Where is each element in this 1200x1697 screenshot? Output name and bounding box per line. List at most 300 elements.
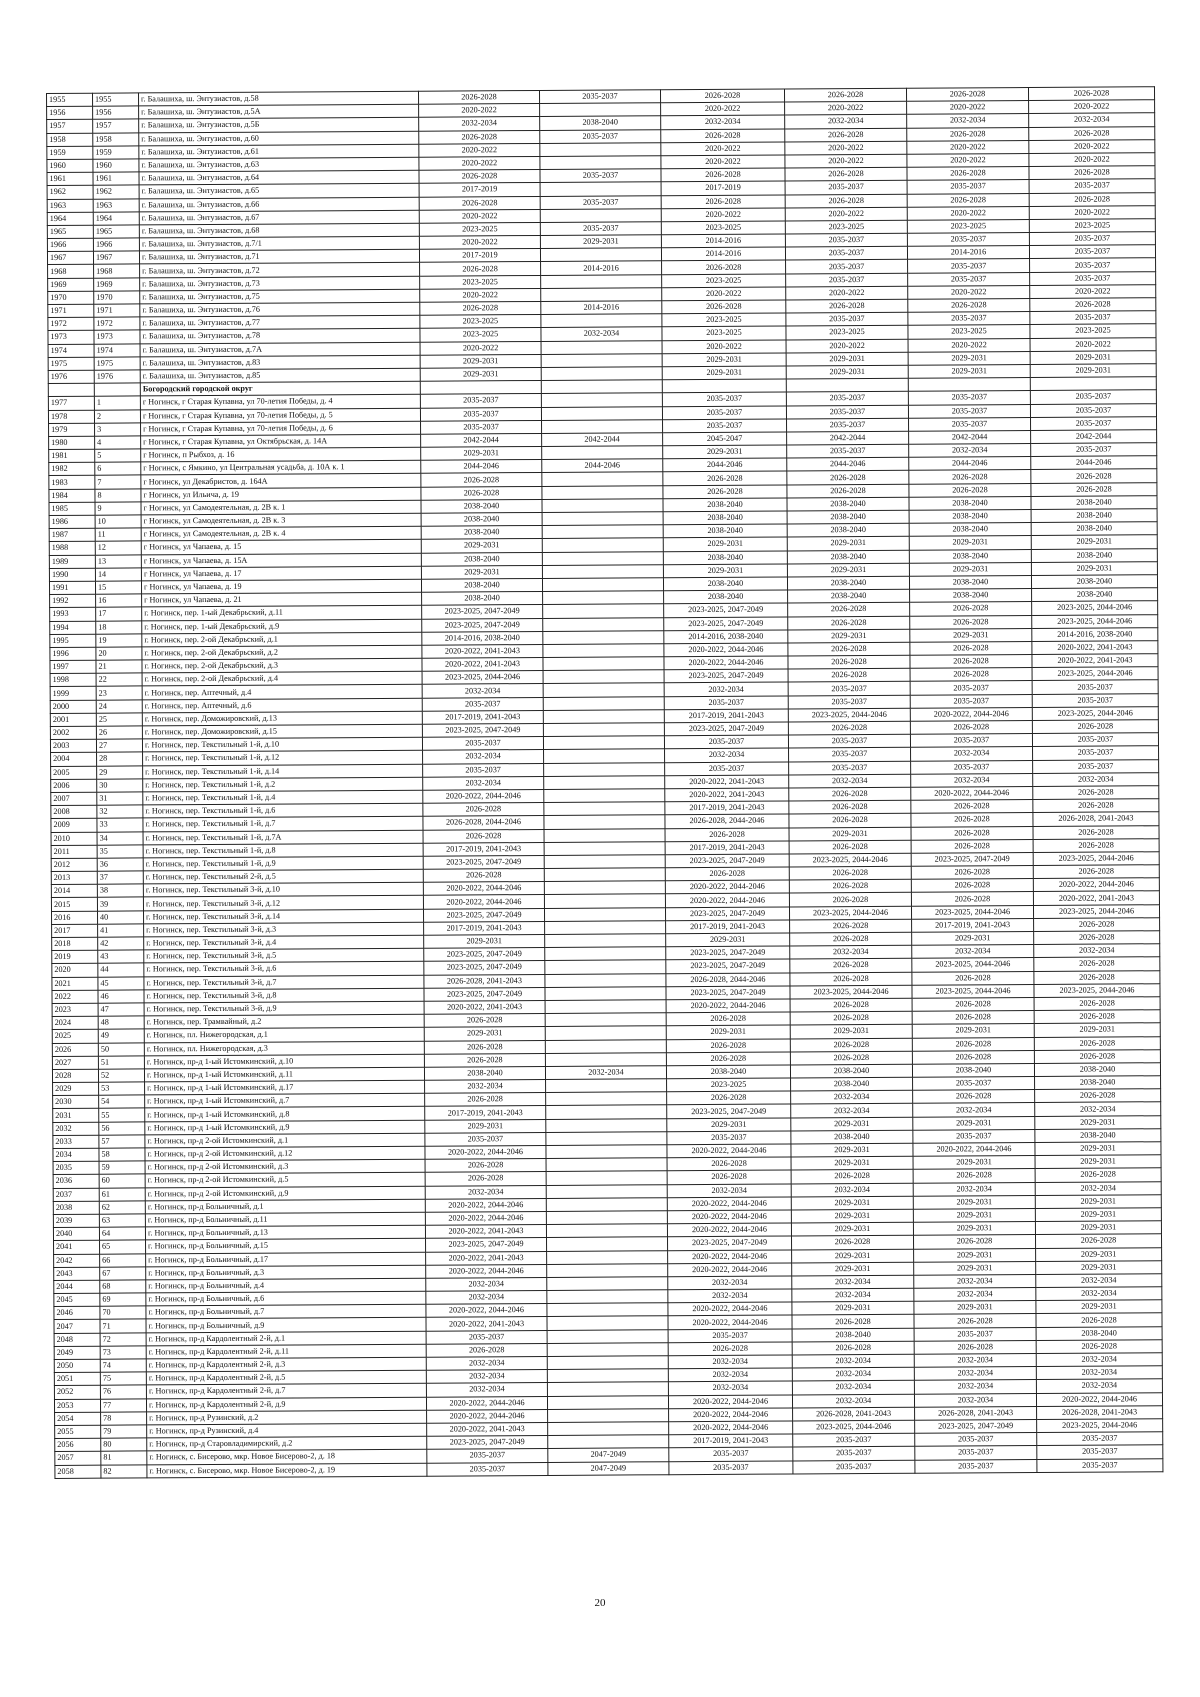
cell-period-2 bbox=[545, 1000, 666, 1014]
cell-period-6: 2026-2028 bbox=[1033, 865, 1159, 879]
cell-period-6: 2035-2037 bbox=[1030, 271, 1156, 285]
cell-period-5: 2026-2028 bbox=[911, 892, 1033, 906]
cell-period-6: 2035-2037 bbox=[1030, 416, 1156, 430]
cell-period-4: 2038-2040 bbox=[787, 497, 909, 511]
cell-period-6: 2026-2028 bbox=[1030, 298, 1156, 312]
cell-period-2 bbox=[547, 1329, 668, 1343]
cell-row-number: 2013 bbox=[51, 871, 97, 884]
cell-period-4: 2026-2028 bbox=[791, 1236, 913, 1250]
cell-period-4: 2020-2022 bbox=[785, 101, 907, 115]
cell-period-1: 2014-2016, 2038-2040 bbox=[422, 631, 543, 645]
cell-period-6: 2035-2037 bbox=[1030, 258, 1156, 272]
cell-address: г. Балашиха, ш. Энтузиастов, д.64 bbox=[139, 170, 419, 185]
cell-period-2 bbox=[547, 1316, 668, 1330]
cell-period-5: 2029-2031 bbox=[913, 1195, 1035, 1209]
cell-period-4: 2026-2028 bbox=[790, 1038, 912, 1052]
cell-period-4: 2029-2031 bbox=[791, 1196, 913, 1210]
cell-row-number: 2039 bbox=[53, 1214, 99, 1227]
cell-address: г. Ногинск, пер. Текстильный 3-й, д.3 bbox=[144, 922, 424, 937]
cell-period-5: 2029-2031 bbox=[914, 1261, 1036, 1275]
cell-period-2: 2035-2037 bbox=[540, 129, 661, 143]
cell-period-5: 2044-2046 bbox=[909, 457, 1031, 471]
cell-period-1: 2020-2022 bbox=[420, 341, 541, 355]
cell-local-number: 1963 bbox=[93, 198, 139, 211]
cell-period-4: 2026-2028 bbox=[790, 919, 912, 933]
cell-period-5: 2035-2037 bbox=[915, 1446, 1037, 1460]
cell-period-1: 2032-2034 bbox=[425, 1080, 546, 1094]
cell-period-6: 2035-2037 bbox=[1030, 403, 1156, 417]
cell-period-3: 2035-2037 bbox=[665, 762, 789, 776]
cell-period-3: 2020-2022, 2044-2046 bbox=[668, 1302, 792, 1316]
cell-period-1: 2020-2022, 2041-2043 bbox=[426, 1317, 547, 1331]
cell-period-1: 2032-2034 bbox=[426, 1370, 547, 1384]
cell-period-1: 2029-2031 bbox=[421, 565, 542, 579]
cell-address: г. Ногинск, пр-д Больничный, д.4 bbox=[146, 1278, 426, 1293]
cell-address: г Ногинск, ул Самодеятельная, д. 2В к. 4 bbox=[141, 526, 421, 541]
cell-period-2: 2035-2037 bbox=[540, 169, 661, 183]
cell-period-5: 2023-2025, 2044-2046 bbox=[912, 984, 1034, 998]
cell-period-2 bbox=[544, 789, 665, 803]
cell-period-3: 2032-2034 bbox=[668, 1276, 792, 1290]
cell-local-number: 28 bbox=[97, 752, 143, 765]
cell-period-2 bbox=[543, 630, 664, 644]
cell-period-6: 2038-2040 bbox=[1031, 509, 1157, 523]
cell-period-1: 2023-2025, 2047-2049 bbox=[424, 948, 545, 962]
cell-period-2 bbox=[541, 380, 662, 394]
cell-period-4: 2026-2028 bbox=[789, 866, 911, 880]
cell-period-5: 2029-2031 bbox=[914, 1301, 1036, 1315]
cell-period-4: 2026-2028 bbox=[785, 128, 907, 142]
cell-period-3: 2020-2022 bbox=[661, 102, 785, 116]
cell-local-number: 54 bbox=[99, 1095, 145, 1108]
cell-period-2 bbox=[544, 828, 665, 842]
cell-address: г Ногинск, г Старая Купавна, ул Октябрьская, д. 14А bbox=[141, 434, 421, 449]
cell-period-6: 2026-2028 bbox=[1033, 825, 1159, 839]
cell-period-1: 2023-2025, 2047-2049 bbox=[422, 605, 543, 619]
cell-period-2 bbox=[541, 406, 662, 420]
cell-period-2 bbox=[542, 472, 663, 486]
cell-row-number: 2033 bbox=[53, 1135, 99, 1148]
cell-row-number: 2036 bbox=[53, 1175, 99, 1188]
cell-address: г Ногинск, г Старая Купавна, ул 70-летия Победы, д. 5 bbox=[140, 408, 420, 423]
cell-period-6: 2029-2031 bbox=[1035, 1208, 1161, 1222]
cell-period-4: 2026-2028 bbox=[789, 800, 911, 814]
cell-period-3: 2032-2034 bbox=[665, 748, 789, 762]
cell-period-2 bbox=[545, 934, 666, 948]
cell-period-1: 2032-2034 bbox=[422, 684, 543, 698]
cell-period-5: 2026-2028 bbox=[912, 971, 1034, 985]
cell-address: г Ногинск, п Рыбхоз, д. 16 bbox=[141, 447, 421, 462]
cell-period-4: 2029-2031 bbox=[787, 563, 909, 577]
cell-period-6: 2035-2037 bbox=[1033, 759, 1159, 773]
cell-row-number: 2019 bbox=[52, 950, 98, 963]
cell-local-number: 75 bbox=[100, 1372, 146, 1385]
cell-period-1: 2029-2031 bbox=[424, 934, 545, 948]
cell-local-number: 6 bbox=[95, 462, 141, 475]
cell-local-number: 1959 bbox=[93, 146, 139, 159]
cell-period-6: 2029-2031 bbox=[1034, 1023, 1160, 1037]
cell-address: г. Ногинск, пер. Текстильный 1-й, д.12 bbox=[143, 751, 423, 766]
cell-period-6: 2032-2034 bbox=[1035, 1181, 1161, 1195]
cell-address: г. Балашиха, ш. Энтузиастов, д.5А bbox=[139, 104, 419, 119]
cell-period-3: 2032-2034 bbox=[667, 1184, 791, 1198]
cell-period-4: 2029-2031 bbox=[790, 1025, 912, 1039]
cell-address: г. Балашиха, ш. Энтузиастов, д.75 bbox=[140, 289, 420, 304]
cell-period-2 bbox=[544, 841, 665, 855]
cell-local-number: 27 bbox=[96, 739, 142, 752]
cell-local-number: 79 bbox=[101, 1425, 147, 1438]
cell-period-2 bbox=[544, 868, 665, 882]
cell-period-4: 2035-2037 bbox=[788, 734, 910, 748]
cell-row-number: 1977 bbox=[48, 397, 94, 410]
cell-period-6: 2029-2031 bbox=[1036, 1300, 1162, 1314]
cell-period-3: 2020-2022, 2044-2046 bbox=[668, 1263, 792, 1277]
cell-row-number: 2050 bbox=[54, 1359, 100, 1372]
cell-row-number: 1994 bbox=[50, 621, 96, 634]
cell-period-3: 2026-2028 bbox=[661, 168, 785, 182]
cell-row-number: 1997 bbox=[50, 660, 96, 673]
cell-address: г. Ногинск, пер. Текстильный 1-й, д.14 bbox=[143, 764, 423, 779]
cell-address: г. Ногинск, пр-д Больничный, д.13 bbox=[145, 1225, 425, 1240]
cell-period-6 bbox=[1030, 377, 1156, 391]
cell-period-6: 2029-2031 bbox=[1035, 1155, 1161, 1169]
cell-period-3: 2023-2025, 2047-2049 bbox=[667, 1104, 791, 1118]
cell-row-number: 2048 bbox=[54, 1333, 100, 1346]
cell-local-number: 15 bbox=[95, 581, 141, 594]
cell-local-number: 1964 bbox=[93, 212, 139, 225]
cell-period-2 bbox=[542, 446, 663, 460]
cell-period-6: 2020-2022 bbox=[1030, 285, 1156, 299]
cell-period-5: 2032-2034 bbox=[911, 773, 1033, 787]
cell-period-6: 2029-2031 bbox=[1036, 1247, 1162, 1261]
cell-period-6: 2020-2022 bbox=[1029, 100, 1155, 114]
cell-address: г. Ногинск, с. Бисерово, мкр. Новое Бисерово-2, д. 19 bbox=[147, 1463, 427, 1478]
cell-period-5: 2020-2022, 2044-2046 bbox=[910, 707, 1032, 721]
cell-period-1: 2032-2034 bbox=[423, 750, 544, 764]
cell-period-6: 2026-2028 bbox=[1033, 799, 1159, 813]
cell-period-6: 2020-2022, 2041-2043 bbox=[1032, 641, 1158, 655]
cell-local-number: 1968 bbox=[94, 264, 140, 277]
cell-period-2: 2044-2046 bbox=[542, 459, 663, 473]
cell-period-2 bbox=[546, 1145, 667, 1159]
cell-period-4: 2035-2037 bbox=[785, 246, 907, 260]
cell-row-number: 1970 bbox=[48, 291, 94, 304]
cell-address: г. Ногинск, пл. Нижегородская, д.1 bbox=[144, 1028, 424, 1043]
cell-period-5: 2032-2034 bbox=[907, 114, 1029, 128]
cell-period-5: 2026-2028 bbox=[911, 866, 1033, 880]
cell-period-3: 2026-2028 bbox=[662, 260, 786, 274]
cell-period-6: 2035-2037 bbox=[1037, 1458, 1163, 1472]
cell-local-number: 26 bbox=[96, 726, 142, 739]
cell-period-5: 2029-2031 bbox=[909, 562, 1031, 576]
register-table-sheet bbox=[46, 86, 1162, 1478]
cell-period-5: 2026-2028 bbox=[912, 1011, 1034, 1025]
cell-period-4: 2035-2037 bbox=[787, 444, 909, 458]
cell-period-1: 2035-2037 bbox=[421, 420, 542, 434]
cell-local-number: 72 bbox=[100, 1333, 146, 1346]
cell-address: г. Ногинск, пер. Текстильный 1-й, д.9 bbox=[143, 856, 423, 871]
cell-period-5: 2029-2031 bbox=[909, 536, 1031, 550]
cell-local-number: 63 bbox=[99, 1214, 145, 1227]
cell-period-4: 2026-2028 bbox=[789, 879, 911, 893]
cell-period-1: 2020-2022 bbox=[419, 156, 540, 170]
cell-period-2 bbox=[545, 1039, 666, 1053]
cell-period-5: 2029-2031 bbox=[914, 1248, 1036, 1262]
cell-row-number: 1957 bbox=[47, 120, 93, 133]
cell-row-number: 1963 bbox=[47, 199, 93, 212]
cell-period-4: 2026-2028 bbox=[785, 167, 907, 181]
cell-period-6: 2026-2028 bbox=[1033, 838, 1159, 852]
cell-period-5: 2026-2028 bbox=[913, 1169, 1035, 1183]
cell-period-1: 2023-2025, 2047-2049 bbox=[423, 855, 544, 869]
cell-period-5: 2032-2034 bbox=[909, 444, 1031, 458]
cell-local-number: 21 bbox=[96, 660, 142, 673]
cell-local-number: 18 bbox=[96, 620, 142, 633]
cell-row-number: 2032 bbox=[53, 1122, 99, 1135]
cell-period-2: 2035-2037 bbox=[540, 195, 661, 209]
cell-address: г. Ногинск, пер. Текстильный 3-й, д.10 bbox=[143, 882, 423, 897]
cell-period-5: 2032-2034 bbox=[911, 747, 1033, 761]
cell-period-2 bbox=[544, 762, 665, 776]
cell-period-6: 2020-2022, 2041-2043 bbox=[1032, 654, 1158, 668]
cell-period-6: 2026-2028 bbox=[1034, 1049, 1160, 1063]
cell-row-number: 1974 bbox=[48, 344, 94, 357]
cell-period-4: 2044-2046 bbox=[787, 457, 909, 471]
cell-address: г. Ногинск, пр-д 1-ый Истомкинский, д.7 bbox=[145, 1093, 425, 1108]
cell-period-6: 2023-2025, 2044-2046 bbox=[1034, 983, 1160, 997]
cell-period-3: 2045-2047 bbox=[663, 432, 787, 446]
cell-local-number: 10 bbox=[95, 515, 141, 528]
cell-period-3: 2026-2028 bbox=[667, 1170, 791, 1184]
cell-period-1: 2020-2022 bbox=[419, 236, 540, 250]
cell-period-3: 2020-2022 bbox=[661, 208, 785, 222]
cell-period-2 bbox=[546, 1197, 667, 1211]
cell-period-5: 2026-2028 bbox=[914, 1314, 1036, 1328]
cell-period-2 bbox=[547, 1395, 668, 1409]
cell-period-5: 2026-2028 bbox=[907, 127, 1029, 141]
cell-period-1: 2032-2034 bbox=[426, 1291, 547, 1305]
cell-period-3: 2017-2019, 2041-2043 bbox=[666, 920, 790, 934]
cell-local-number: 1 bbox=[94, 396, 140, 409]
cell-period-5: 2035-2037 bbox=[911, 760, 1033, 774]
cell-row-number: 2041 bbox=[54, 1241, 100, 1254]
cell-period-3: 2032-2034 bbox=[668, 1289, 792, 1303]
cell-period-4: 2026-2028 bbox=[790, 998, 912, 1012]
cell-period-1: 2020-2022, 2044-2046 bbox=[426, 1396, 547, 1410]
cell-period-3: 2032-2034 bbox=[664, 682, 788, 696]
cell-period-5: 2029-2031 bbox=[913, 1116, 1035, 1130]
cell-period-2 bbox=[544, 802, 665, 816]
cell-period-4: 2032-2034 bbox=[792, 1381, 914, 1395]
cell-period-6: 2023-2025, 2044-2046 bbox=[1032, 707, 1158, 721]
cell-period-3: 2023-2025 bbox=[662, 274, 786, 288]
cell-period-2 bbox=[545, 1013, 666, 1027]
cell-period-6: 2020-2022 bbox=[1029, 153, 1155, 167]
cell-period-5: 2026-2028 bbox=[911, 826, 1033, 840]
cell-period-4: 2032-2034 bbox=[791, 1090, 913, 1104]
cell-period-5: 2026-2028 bbox=[913, 1235, 1035, 1249]
cell-period-5: 2026-2028 bbox=[909, 470, 1031, 484]
cell-period-4: 2026-2028 bbox=[789, 840, 911, 854]
cell-row-number: 2005 bbox=[51, 766, 97, 779]
cell-period-4: 2029-2031 bbox=[787, 537, 909, 551]
cell-period-2 bbox=[541, 274, 662, 288]
cell-period-2 bbox=[542, 499, 663, 513]
cell-period-4: 2026-2028 bbox=[790, 972, 912, 986]
cell-row-number: 1964 bbox=[47, 212, 93, 225]
cell-period-2 bbox=[543, 604, 664, 618]
cell-address: г. Балашиха, ш. Энтузиастов, д.58 bbox=[139, 91, 419, 106]
cell-local-number: 44 bbox=[98, 963, 144, 976]
cell-period-2: 2029-2031 bbox=[540, 235, 661, 249]
cell-period-3: 2035-2037 bbox=[664, 696, 788, 710]
cell-period-5: 2038-2040 bbox=[910, 589, 1032, 603]
cell-period-4: 2032-2034 bbox=[792, 1288, 914, 1302]
cell-period-1: 2023-2025 bbox=[420, 275, 541, 289]
cell-period-4: 2035-2037 bbox=[786, 273, 908, 287]
cell-row-number: 2016 bbox=[51, 911, 97, 924]
cell-period-6: 2026-2028 bbox=[1035, 1168, 1161, 1182]
cell-period-1: 2020-2022 bbox=[419, 104, 540, 118]
cell-row-number: 2037 bbox=[53, 1188, 99, 1201]
cell-period-3: 2035-2037 bbox=[669, 1460, 793, 1474]
cell-period-1: 2026-2028 bbox=[423, 829, 544, 843]
cell-period-5: 2026-2028 bbox=[912, 1050, 1034, 1064]
cell-row-number bbox=[48, 383, 94, 396]
cell-address: г. Балашиха, ш. Энтузиастов, д.61 bbox=[139, 144, 419, 159]
cell-address: г. Балашиха, ш. Энтузиастов, д.60 bbox=[139, 131, 419, 146]
cell-period-3: 2023-2025, 2047-2049 bbox=[665, 854, 789, 868]
cell-address: г. Ногинск, пер. Текстильный 3-й, д.9 bbox=[144, 1001, 424, 1016]
cell-period-3: 2020-2022, 2044-2046 bbox=[665, 880, 789, 894]
cell-period-4: 2026-2028 bbox=[791, 1170, 913, 1184]
cell-period-6: 2026-2028 bbox=[1034, 970, 1160, 984]
cell-period-2 bbox=[546, 1158, 667, 1172]
cell-period-2: 2042-2044 bbox=[542, 433, 663, 447]
cell-row-number: 2054 bbox=[55, 1412, 101, 1425]
cell-period-3 bbox=[662, 379, 786, 393]
cell-period-3: 2035-2037 bbox=[662, 405, 786, 419]
cell-period-6: 2032-2034 bbox=[1036, 1366, 1162, 1380]
cell-period-2 bbox=[542, 578, 663, 592]
cell-row-number: 2022 bbox=[52, 990, 98, 1003]
cell-period-4: 2042-2044 bbox=[787, 431, 909, 445]
cell-period-2 bbox=[546, 1105, 667, 1119]
cell-period-1: 2035-2037 bbox=[423, 763, 544, 777]
cell-local-number: 42 bbox=[98, 937, 144, 950]
cell-row-number: 2049 bbox=[54, 1346, 100, 1359]
cell-address: г. Балашиха, ш. Энтузиастов, д.65 bbox=[139, 184, 419, 199]
cell-local-number: 1973 bbox=[94, 330, 140, 343]
cell-period-4: 2026-2028 bbox=[789, 787, 911, 801]
cell-period-5: 2023-2025 bbox=[907, 219, 1029, 233]
cell-period-6: 2023-2025 bbox=[1029, 219, 1155, 233]
cell-local-number: 16 bbox=[96, 594, 142, 607]
cell-period-3: 2020-2022, 2044-2046 bbox=[668, 1315, 792, 1329]
cell-address: г. Ногинск, пр-д 2-ой Истомкинский, д.9 bbox=[145, 1186, 425, 1201]
cell-address: г. Ногинск, пр-д Больничный, д.6 bbox=[146, 1291, 426, 1306]
cell-period-6: 2026-2028 bbox=[1031, 482, 1157, 496]
cell-period-6: 2026-2028 bbox=[1028, 87, 1154, 101]
cell-period-6: 2026-2028 bbox=[1034, 957, 1160, 971]
cell-address: г. Балашиха, ш. Энтузиастов, д.73 bbox=[140, 276, 420, 291]
cell-address: г. Ногинск, пер. 1-ый Декабрьский, д.11 bbox=[142, 606, 422, 621]
cell-address: г. Ногинск, пр-д Больничный, д.11 bbox=[145, 1212, 425, 1227]
cell-period-1: 2026-2028 bbox=[419, 130, 540, 144]
cell-period-2 bbox=[543, 710, 664, 724]
cell-row-number: 2020 bbox=[52, 964, 98, 977]
cell-period-5: 2026-2028 bbox=[910, 602, 1032, 616]
cell-period-3: 2026-2028 bbox=[665, 827, 789, 841]
cell-address: г. Ногинск, пер. Текстильный 3-й, д.5 bbox=[144, 948, 424, 963]
cell-period-5: 2035-2037 bbox=[914, 1327, 1036, 1341]
cell-period-5: 2026-2028 bbox=[907, 167, 1029, 181]
cell-period-3: 2020-2022, 2041-2043 bbox=[665, 788, 789, 802]
cell-period-4: 2032-2034 bbox=[791, 1183, 913, 1197]
cell-row-number: 2010 bbox=[51, 832, 97, 845]
cell-local-number: 39 bbox=[97, 897, 143, 910]
cell-local-number: 1962 bbox=[93, 185, 139, 198]
cell-address: г Ногинск, ул Декабристов, д. 164А bbox=[141, 474, 421, 489]
cell-period-1: 2017-2019 bbox=[419, 183, 540, 197]
cell-period-3: 2020-2022, 2044-2046 bbox=[669, 1408, 793, 1422]
cell-period-4: 2026-2028 bbox=[789, 814, 911, 828]
cell-period-6: 2026-2028 bbox=[1033, 786, 1159, 800]
cell-period-6: 2026-2028 bbox=[1029, 166, 1155, 180]
cell-local-number: 1960 bbox=[93, 159, 139, 172]
cell-period-2 bbox=[546, 1079, 667, 1093]
cell-address: г. Ногинск, пр-д Старовладимирский, д.2 bbox=[147, 1436, 427, 1451]
cell-period-2: 2047-2049 bbox=[548, 1461, 669, 1475]
cell-address: г. Ногинск, пр-д Больничный, д.17 bbox=[146, 1252, 426, 1267]
cell-address: г. Ногинск, пер. 1-ый Декабрьский, д.9 bbox=[142, 619, 422, 634]
cell-address: г. Балашиха, ш. Энтузиастов, д.78 bbox=[140, 329, 420, 344]
cell-period-3: 2038-2040 bbox=[663, 498, 787, 512]
cell-address: г. Ногинск, пр-д 1-ый Истомкинский, д.10 bbox=[144, 1054, 424, 1069]
cell-local-number: 41 bbox=[98, 924, 144, 937]
cell-period-5: 2029-2031 bbox=[908, 364, 1030, 378]
cell-row-number: 2009 bbox=[51, 819, 97, 832]
cell-period-5: 2017-2019, 2041-2043 bbox=[912, 918, 1034, 932]
cell-local-number: 1969 bbox=[94, 278, 140, 291]
cell-period-6: 2020-2022 bbox=[1029, 205, 1155, 219]
cell-period-6: 2032-2034 bbox=[1036, 1379, 1162, 1393]
cell-period-5: 2026-2028 bbox=[907, 193, 1029, 207]
cell-row-number: 1995 bbox=[50, 634, 96, 647]
cell-period-5: 2029-2031 bbox=[913, 1156, 1035, 1170]
cell-period-1: 2026-2028, 2041-2043 bbox=[424, 974, 545, 988]
cell-period-2 bbox=[542, 419, 663, 433]
cell-period-3: 2038-2040 bbox=[663, 551, 787, 565]
cell-address: г Ногинск, с Ямкино, ул Центральная усадьба, д. 10А к. 1 bbox=[141, 460, 421, 475]
cell-local-number: 1961 bbox=[93, 172, 139, 185]
cell-local-number: 52 bbox=[98, 1069, 144, 1082]
cell-period-1: 2035-2037 bbox=[422, 697, 543, 711]
cell-period-4: 2038-2040 bbox=[790, 1064, 912, 1078]
cell-row-number: 2058 bbox=[55, 1465, 101, 1478]
cell-period-1: 2023-2025 bbox=[420, 315, 541, 329]
cell-period-2 bbox=[546, 1211, 667, 1225]
cell-period-3: 2020-2022, 2044-2046 bbox=[664, 656, 788, 670]
cell-period-3: 2026-2028 bbox=[661, 194, 785, 208]
cell-period-2 bbox=[546, 1118, 667, 1132]
cell-period-5: 2026-2028 bbox=[912, 997, 1034, 1011]
cell-address: г. Ногинск, пер. Аптечный, д.6 bbox=[142, 698, 422, 713]
cell-period-3: 2014-2016 bbox=[661, 247, 785, 261]
cell-period-1: 2020-2022 bbox=[420, 288, 541, 302]
cell-period-3: 2026-2028 bbox=[663, 485, 787, 499]
cell-period-6: 2029-2031 bbox=[1031, 535, 1157, 549]
